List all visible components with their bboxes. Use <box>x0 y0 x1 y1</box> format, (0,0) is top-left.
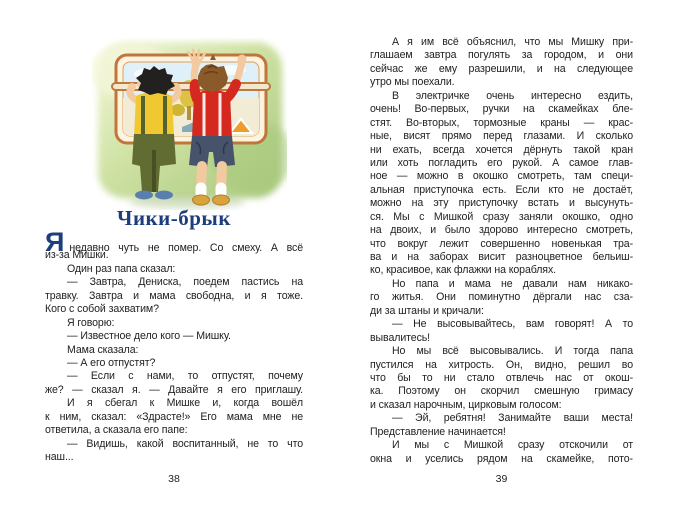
text-line: — Эй, ребятня! Занимайте ваши места! <box>392 412 633 425</box>
text-line: стят. Во-вторых, тормозные краны — крас- <box>370 116 633 129</box>
text-line: к ним, сказал: «Здрасте!» Его мама мне не <box>45 410 303 423</box>
text-line: сейчас же ему разрешили, и на следующее <box>370 62 633 75</box>
text-line: что бы то ни стало отвлечь нас от окош- <box>370 371 633 384</box>
text-line: А я им всё объяснил, что мы Мишку при- <box>392 36 633 48</box>
text-line: — А его отпустят? <box>67 356 156 369</box>
boy-left-shoe <box>155 191 173 200</box>
right-page <box>370 0 633 523</box>
text-line: — Известное дело кого — Мишку. <box>67 330 231 343</box>
text-line: что вокруг лежит совершенно новенькая тра- <box>370 237 633 250</box>
text-line: травку. Завтра и мама свободна, и я тоже. <box>45 289 303 302</box>
text-line: наш... <box>45 451 74 463</box>
boy-right-shirt <box>192 90 232 138</box>
boy-right-shoe <box>213 195 230 205</box>
text-line: окна и уселись рядом на скамейке, пото- <box>370 452 633 465</box>
text-line: ди за штаны и кричали: <box>370 304 484 317</box>
text-line: ва и на заборах висит разноцветное бельиш- <box>370 251 633 263</box>
story-title: Чики-брык <box>117 206 231 230</box>
text-line: утро мы поехали. <box>370 76 455 89</box>
boy-left-shirt <box>134 92 174 136</box>
right-text-column <box>370 36 633 466</box>
page-number-left: 38 <box>168 473 180 485</box>
text-line: очень! Во-первых, ручки на скамейках бле- <box>370 103 633 116</box>
text-line: ка. Поэтому он скорчил смешную гримасу <box>370 385 633 398</box>
text-line: Кого с собой захватим? <box>45 303 159 316</box>
text-line: И мы с Мишкой сразу отскочили от <box>392 439 633 452</box>
text-line: Но папа и мама не давали нам никако- <box>392 277 633 290</box>
text-line: И я сбегал к Мишке и, когда вошёл <box>67 397 303 410</box>
text-line: ное — можно в окошко смотреть, там специ- <box>370 170 633 183</box>
text-line: Представление начинается! <box>370 425 506 438</box>
text-line: глашаем завтра погулять за городом, и они <box>370 49 633 62</box>
text-line: — Завтра, Дениска, поедем пастись на <box>67 276 303 289</box>
text-line: В электричке очень интересно ездить, <box>392 89 633 102</box>
text-line: из-за Мишки. <box>45 249 109 262</box>
text-line: ные, висят прямо перед глазами. И сколько <box>370 130 633 143</box>
text-line: ответила, а сказала его папе: <box>45 424 188 437</box>
text-line: Но мы всё высовывались. И тогда папа <box>392 345 633 358</box>
text-line: можно на эту приступочку встать и высунуть- <box>370 197 633 210</box>
page-number-right: 39 <box>495 473 508 485</box>
text-line: — Видишь, какой воспитанный, не то что <box>67 437 303 450</box>
text-line: пустился на хитрость. Он, видно, решил во <box>370 358 633 371</box>
text-line: Один раз папа сказал: <box>67 262 176 275</box>
story-illustration <box>92 38 287 210</box>
text-line: же? — сказал я. — Давайте я его приглашу. <box>45 383 303 396</box>
text-line: или хоть погладить его рукой. А самое глав- <box>370 156 633 169</box>
text-line: Я говорю: <box>67 316 115 329</box>
text-line-rest: недавно чуть не помер. Со смеху. А всё <box>69 242 303 254</box>
text-line: ко, красивое, как флажки на кораблях. <box>370 264 556 277</box>
text-line: ни ехать, всегда хочется дёрнуть такой кран <box>370 143 633 156</box>
text-line: Мама сказала: <box>67 343 139 356</box>
text-line: вывалитесь! <box>370 331 431 344</box>
text-line: на двоих, и было здорово интересно смотреть, <box>370 224 633 237</box>
text-line: ся. Мы с Мишкой сразу заняли окошко, одно <box>370 210 633 223</box>
text-line: — Если с нами, то отпустят, почему <box>67 370 303 383</box>
text-line: альная приступочка есть. Если кто не достаёт, <box>370 183 633 196</box>
boy-right-shoe <box>193 195 210 205</box>
left-page <box>45 0 303 523</box>
text-line: го житья. Они поминутно дёргали нас сза- <box>370 291 633 304</box>
text-line: и сказал нарочным, цирковым голосом: <box>370 398 562 411</box>
drop-cap: Я <box>45 227 65 257</box>
text-line: — Не высовывайтесь, вам говорят! А то <box>392 318 633 331</box>
left-text-column <box>45 227 303 464</box>
boy-left-shoe <box>135 191 153 200</box>
